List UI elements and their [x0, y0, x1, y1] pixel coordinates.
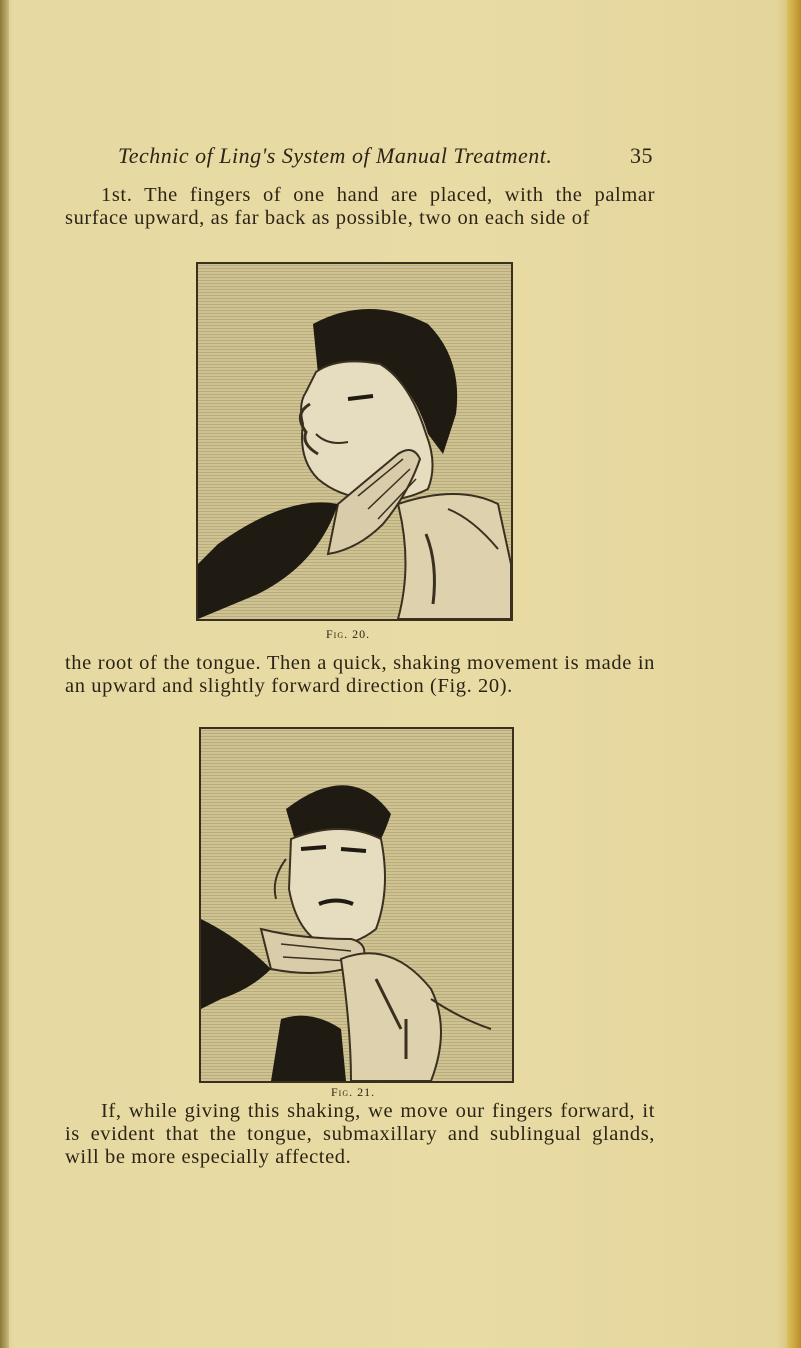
figure-21-caption: Fig. 21.: [331, 1085, 376, 1099]
page-outer-edge: [787, 0, 801, 1348]
figure-20-caption: Fig. 20.: [326, 627, 371, 641]
page-number: 35: [630, 143, 653, 168]
running-header: [118, 143, 653, 169]
running-title: Technic of Ling's System of Manual Treatment.: [118, 143, 553, 168]
page-binding-edge: [0, 0, 9, 1348]
paragraph-3: If, while giving this shaking, we move our fingers forward, it is evident that the tongue, submaxillary and sublingual glands, will be more especially affected.: [65, 1100, 655, 1168]
figure-21-illustration: [199, 727, 514, 1083]
paragraph-1: 1st. The fingers of one hand are placed, with the palmar surface upward, as far back as possible, two on each side of: [65, 184, 655, 229]
paragraph-2: the root of the tongue. Then a quick, shaking movement is made in an upward and slightly forward direction (Fig. 20).: [65, 652, 655, 697]
figure-20-illustration: [196, 262, 513, 621]
